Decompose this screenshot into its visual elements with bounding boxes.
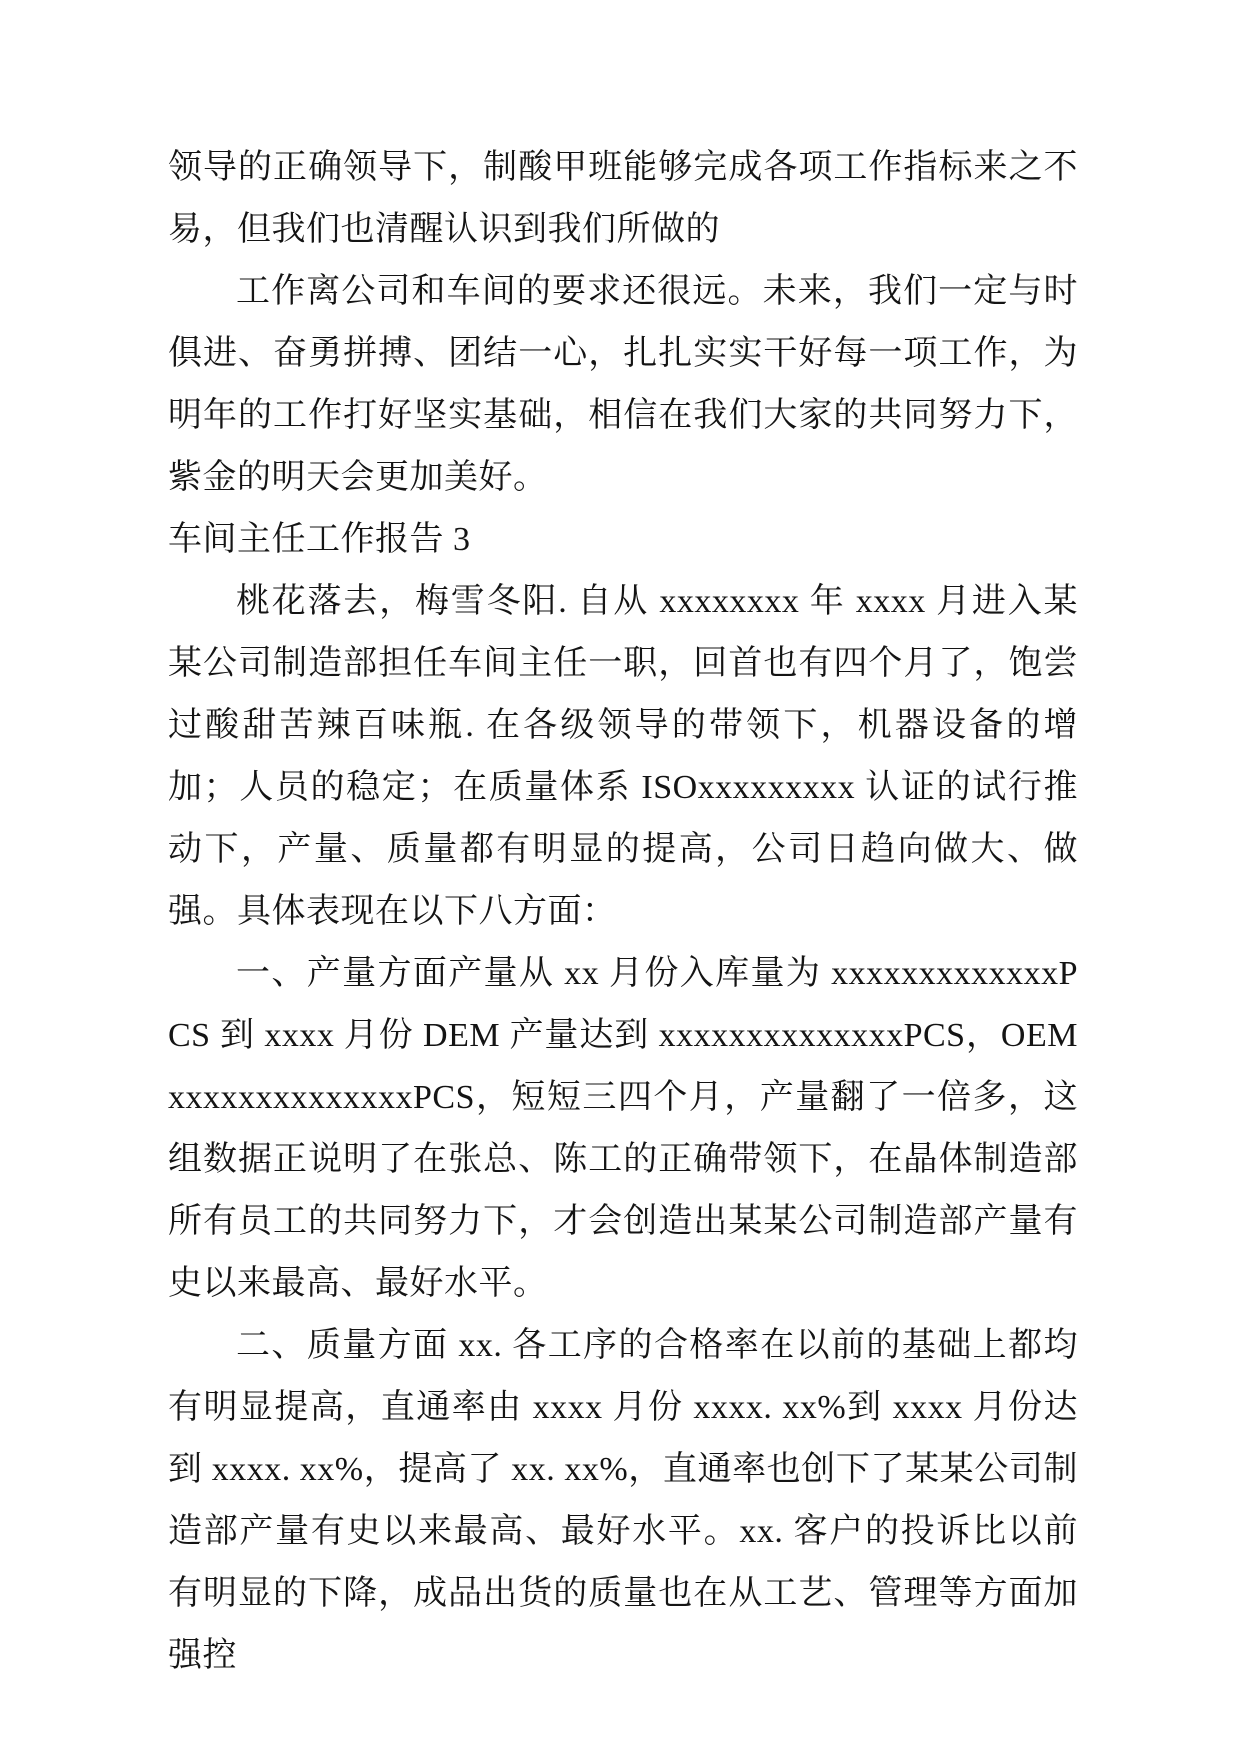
section-heading: 车间主任工作报告 3: [168, 521, 471, 558]
paragraph-closing: 工作离公司和车间的要求还很远。未来，我们一定与时俱进、奋勇拼搏、团结一心，扎扎实实干好每一项工作，为明年的工作打好坚实基础，相信在我们大家的共同努力下，紫金的明天会更加美好。: [168, 273, 1078, 496]
paragraph-continuation: 领导的正确领导下，制酸甲班能够完成各项工作指标来之不易，但我们也清醒认识到我们所做的: [168, 149, 1078, 248]
paragraph-quality: 二、质量方面 xx. 各工序的合格率在以前的基础上都均有明显提高，直通率由 xxxx 月份 xxxx. xx%到 xxxx 月份达到 xxxx. xx%，提高了 xx. xx%，直通率也创下了某某公司制造部产量有史以来最高、最好水平。xx. 客户的投诉比以前有明显的下降，成品出货的质量也在从工艺、管理等方面加强控: [168, 1327, 1078, 1674]
paragraph-production: 一、产量方面产量从 xx 月份入库量为 xxxxxxxxxxxxxPCS 到 xxxx 月份 DEM 产量达到 xxxxxxxxxxxxxxPCS，OEMxxxxxxxxxxxxxxPCS，短短三四个月，产量翻了一倍多，这组数据正说明了在张总、陈工的正确带领下，在晶体制造部所有员工的共同努力下，才会创造出某某公司制造部产量有史以来最高、最好水平。: [168, 955, 1078, 1302]
paragraph-intro: 桃花落去，梅雪冬阳. 自从 xxxxxxxx 年 xxxx 月进入某某公司制造部担任车间主任一职，回首也有四个月了，饱尝过酸甜苦辣百味瓶. 在各级领导的带领下，机器设备的增加；人员的稳定；在质量体系 ISOxxxxxxxxx 认证的试行推动下，产量、质量都有明显的提高，公司日趋向做大、做强。具体表现在以下八方面：: [168, 583, 1078, 930]
